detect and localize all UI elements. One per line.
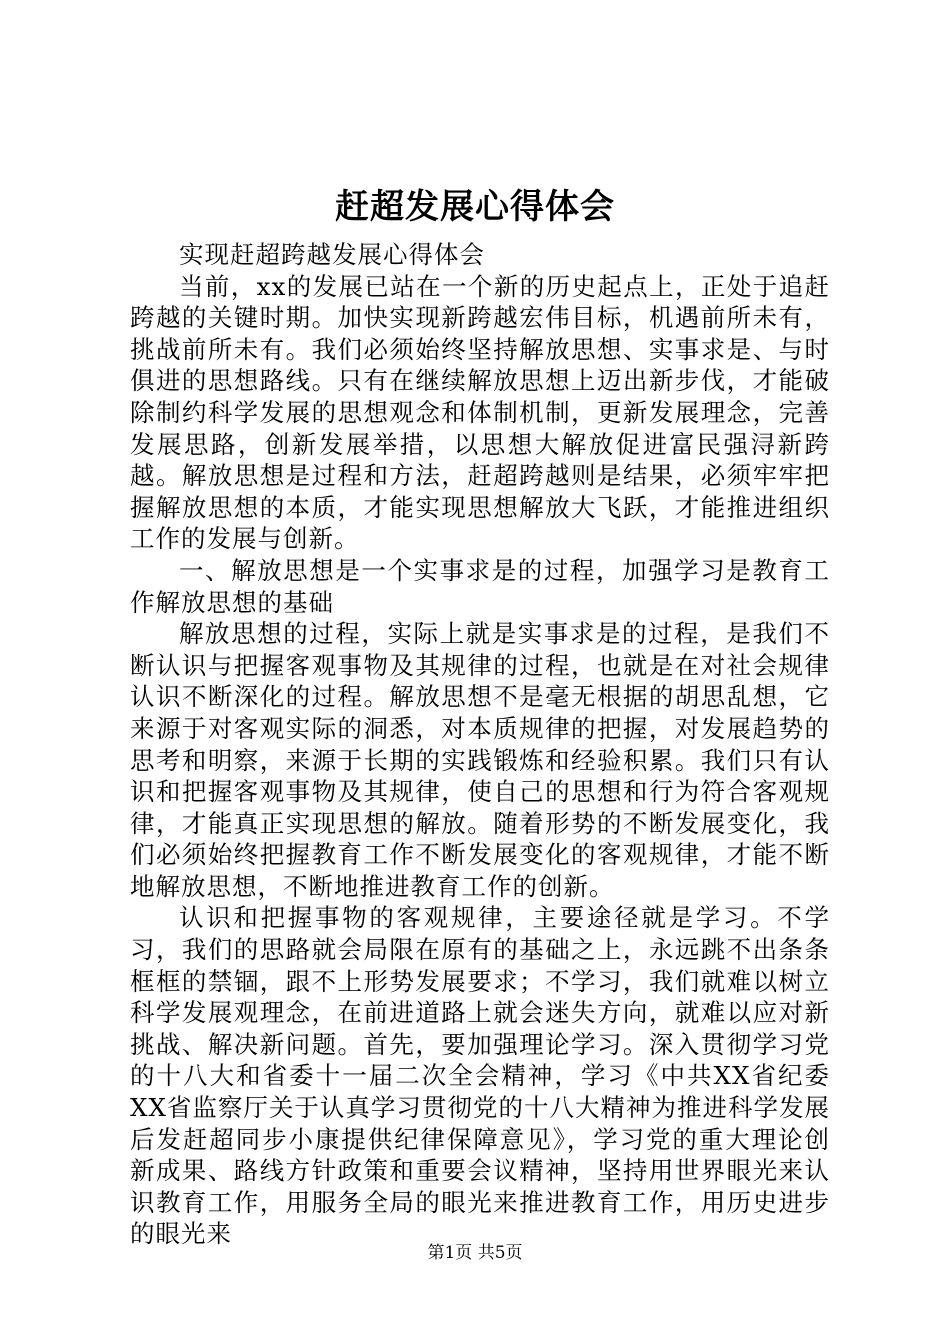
page-footer: 第1页 共5页 — [427, 1243, 523, 1263]
body-paragraph: 当前，xx的发展已站在一个新的历史起点上，正处于追赶跨越的关键时期。加快实现新跨越宏伟目标，机遇前所未有，挑战前所未有。我们必须始终坚持解放思想、实事求是、与时俱进的思想路线。只有在继续解放思想上迈出新步伐，才能破除制约科学发展的思想观念和体制机制，更新发展理念，完善发展思路，创新发展举措，以思想大解放促进富民强浔新跨越。解放思想是过程和方法，赶超跨越则是结果，必须牢牢把握解放思想的本质，才能实现思想解放大飞跃，才能推进组织工作的发展与创新。 — [130, 271, 830, 554]
document-title: 赶超发展心得体会 — [335, 187, 615, 227]
body-paragraph: 认识和把握事物的客观规律，主要途径就是学习。不学习，我们的思路就会局限在原有的基础之上，永远跳不出条条框框的禁锢，跟不上形势发展要求；不学习，我们就难以树立科学发展观理念，在前进道路上就会迷失方向，就难以应对新挑战、解决新问题。首先，要加强理论学习。深入贯彻学习党的十八大和省委十一届二次全会精神，学习《中共XX省纪委XX省监察厅关于认真学习贯彻党的十八大精神为推进科学发展后发赶超同步小康提供纪律保障意见》，学习党的重大理论创新成果、路线方针政策和重要会议精神，坚持用世界眼光来认识教育工作，用服务全局的眼光来推进教育工作，用历史进步的眼光来 — [130, 903, 830, 1249]
body-paragraph: 解放思想的过程，实际上就是实事求是的过程，是我们不断认识与把握客观事物及其规律的过程，也就是在对社会规律认识不断深化的过程。解放思想不是毫无根据的胡思乱想，它来源于对客观实际的洞悉，对本质规律的把握，对发展趋势的思考和明察，来源于长期的实践锻炼和经验积累。我们只有认识和把握客观事物及其规律，使自己的思想和行为符合客观规律，才能真正实现思想的解放。随着形势的不断发展变化，我们必须始终把握教育工作不断发展变化的客观规律，才能不断地解放思想，不断地推进教育工作的创新。 — [130, 619, 830, 901]
subtitle-paragraph: 实现赶超跨越发展心得体会 — [179, 240, 485, 269]
document-body — [130, 239, 830, 1250]
section-heading: 一、解放思想是一个实事求是的过程，加强学习是教育工作解放思想的基础 — [130, 555, 830, 617]
